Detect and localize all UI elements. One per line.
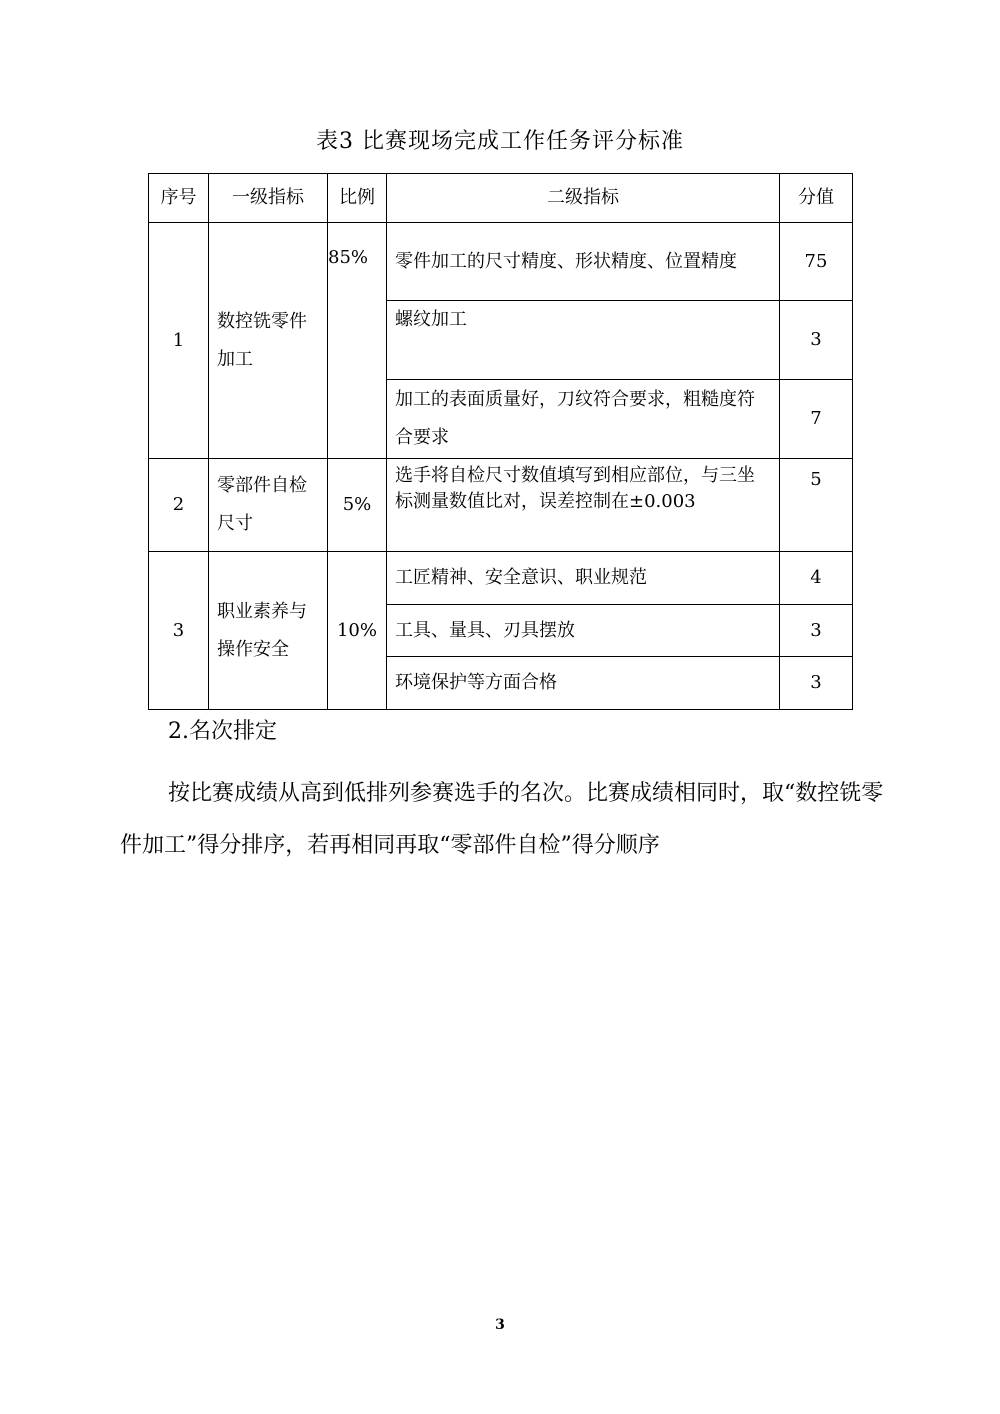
page-number: 3 [495,1317,505,1333]
item-score: 3 [780,657,853,710]
group-ratio: 10% [328,552,387,710]
group-no: 3 [149,552,209,710]
ranking-paragraph: 按比赛成绩从高到低排列参赛选手的名次。比赛成绩相同时，取“数控铣零件加工”得分排序，若再相同再取“零部件自检”得分顺序 [120,781,884,858]
header-level2: 二级指标 [387,174,780,223]
group-ratio: 5% [328,459,387,552]
item-score: 3 [780,605,853,657]
level2-item: 选手将自检尺寸数值填写到相应部位，与三坐标测量数值比对，误差控制在±0.003 [387,459,780,552]
table-title: 表3 比赛现场完成工作任务评分标准 [316,129,684,154]
group-no: 1 [149,223,209,459]
group-level1: 职业素养与操作安全 [209,552,328,710]
scoring-table [148,173,853,710]
level2-item: 工具、量具、刃具摆放 [387,605,780,657]
header-no: 序号 [149,174,209,223]
header-level1: 一级指标 [209,174,328,223]
section-heading: 2.名次排定 [168,719,277,744]
item-score: 3 [780,301,853,380]
group-level1: 数控铣零件加工 [209,223,328,459]
level2-item: 加工的表面质量好，刀纹符合要求，粗糙度符合要求 [387,380,780,459]
level2-item: 螺纹加工 [387,301,780,380]
item-score: 4 [780,552,853,605]
item-score: 7 [780,380,853,459]
table-row [149,459,853,552]
header-ratio: 比例 [328,174,387,223]
table-row [149,552,853,605]
group-level1: 零部件自检尺寸 [209,459,328,552]
item-score: 5 [780,459,853,552]
item-score: 75 [780,223,853,301]
table-header-row [149,174,853,223]
group-no: 2 [149,459,209,552]
header-score: 分值 [780,174,853,223]
level2-item: 环境保护等方面合格 [387,657,780,710]
group-ratio: 85% [328,223,387,459]
level2-item: 零件加工的尺寸精度、形状精度、位置精度 [387,223,780,301]
level2-item: 工匠精神、安全意识、职业规范 [387,552,780,605]
table-row [149,223,853,301]
